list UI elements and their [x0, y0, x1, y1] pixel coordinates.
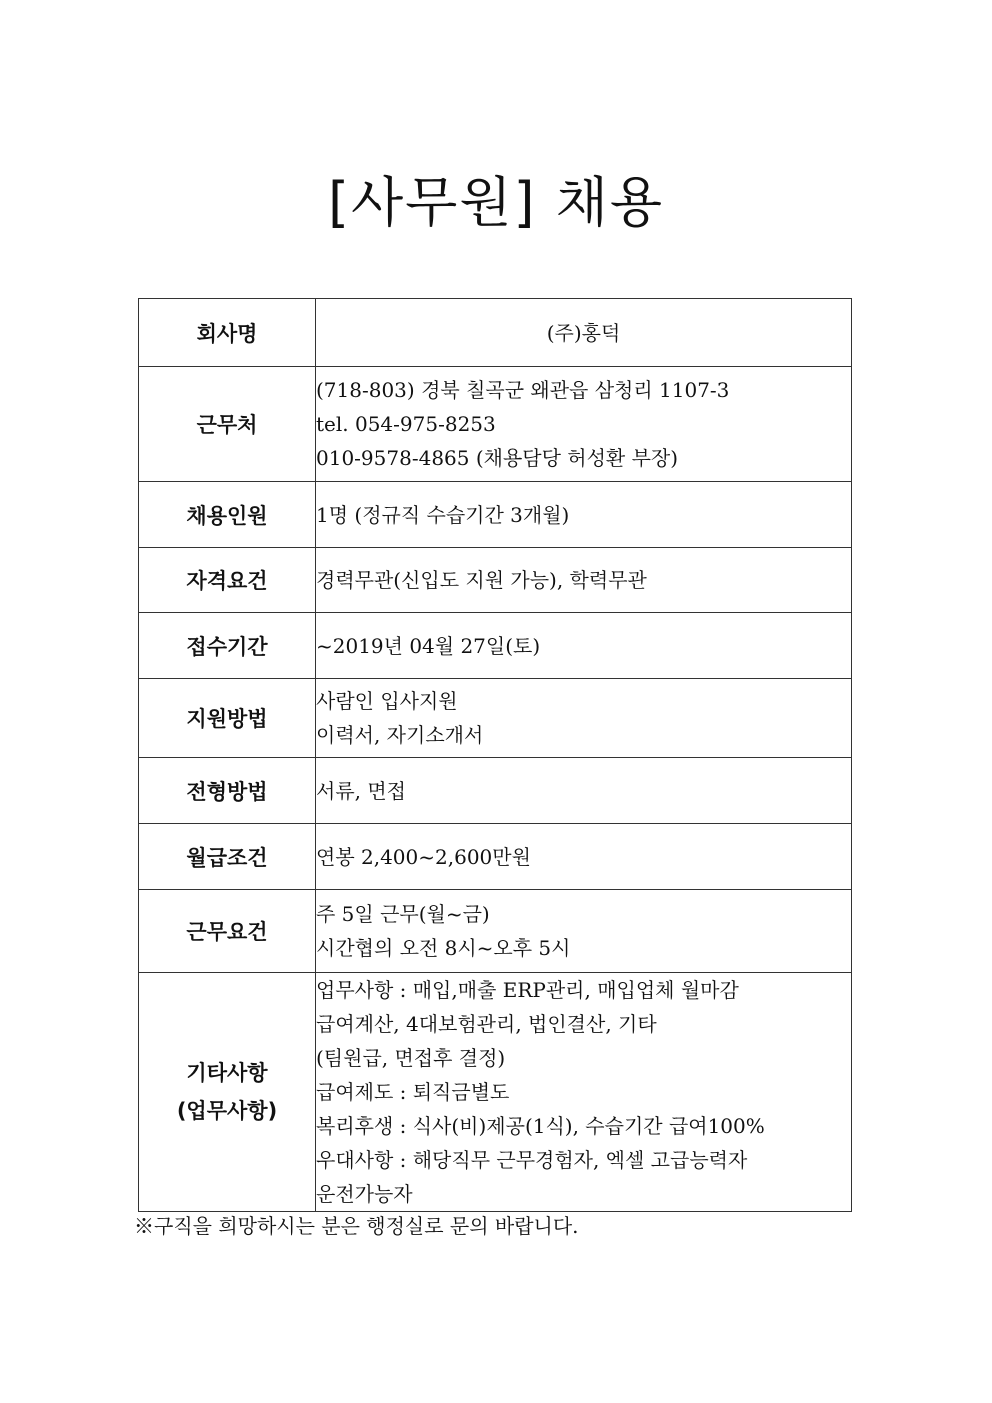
table-row	[139, 367, 852, 482]
other-line: 운전가능자	[316, 1182, 413, 1206]
table-row	[139, 758, 852, 824]
qualification-text: 경력무관(신입도 지원 가능), 학력무관	[316, 568, 647, 592]
row-label-qualification: 자격요건	[139, 548, 316, 613]
row-value-other	[316, 973, 852, 1212]
period-text: ~2019년 04월 27일(토)	[316, 633, 541, 658]
salary-text: 연봉 2,400~2,600만원	[316, 844, 531, 869]
table-row	[139, 548, 852, 613]
apply-method-line: 사람인 입사지원	[316, 689, 458, 713]
work-conditions-line: 시간협의 오전 8시~오후 5시	[316, 936, 571, 960]
row-label-company: 회사명	[139, 299, 316, 367]
workplace-tel: tel. 054-975-8253	[316, 412, 496, 436]
apply-method-line: 이력서, 자기소개서	[316, 723, 484, 747]
page-title: [사무원] 채용	[327, 171, 665, 234]
row-label-apply-method: 지원방법	[139, 679, 316, 758]
row-value-selection	[316, 758, 852, 824]
footer-note: ※구직을 희망하시는 분은 행정실로 문의 바랍니다.	[134, 1214, 579, 1238]
table-row	[139, 482, 852, 548]
table-row	[139, 299, 852, 367]
row-value-headcount	[316, 482, 852, 548]
row-label-salary: 월급조건	[139, 824, 316, 890]
other-label-line: 기타사항	[186, 1061, 268, 1085]
row-value-workplace	[316, 367, 852, 482]
company-name: (주)홍덕	[546, 320, 621, 345]
other-line: 급여제도 : 퇴직금별도	[316, 1080, 510, 1104]
row-label-headcount: 채용인원	[139, 482, 316, 548]
table-row	[139, 613, 852, 679]
selection-text: 서류, 면접	[316, 778, 406, 803]
row-value-salary	[316, 824, 852, 890]
table-row	[139, 890, 852, 973]
other-line: (팀원급, 면접후 결정)	[316, 1046, 506, 1070]
other-label-line: (업무사항)	[176, 1099, 278, 1123]
row-value-qualification	[316, 548, 852, 613]
row-label-work-conditions: 근무요건	[139, 890, 316, 973]
row-label-selection: 전형방법	[139, 758, 316, 824]
row-value-period	[316, 613, 852, 679]
row-value-company	[316, 299, 852, 367]
row-value-apply-method	[316, 679, 852, 758]
work-conditions-line: 주 5일 근무(월~금)	[316, 902, 490, 926]
other-line: 복리후생 : 식사(비)제공(1식), 수습기간 급여100%	[316, 1114, 765, 1138]
table-row	[139, 973, 852, 1212]
headcount-text: 1명 (정규직 수습기간 3개월)	[316, 502, 570, 527]
other-line: 급여계산, 4대보험관리, 법인결산, 기타	[316, 1012, 657, 1036]
job-info-table	[138, 298, 852, 1212]
table-row	[139, 824, 852, 890]
row-value-work-conditions	[316, 890, 852, 973]
row-label-workplace: 근무처	[139, 367, 316, 482]
workplace-address: (718-803) 경북 칠곡군 왜관읍 삼청리 1107-3	[316, 378, 730, 402]
workplace-contact: 010-9578-4865 (채용담당 허성환 부장)	[316, 446, 679, 470]
row-label-other	[139, 973, 316, 1212]
row-label-period: 접수기간	[139, 613, 316, 679]
other-line: 업무사항 : 매입,매출 ERP관리, 매입업체 월마감	[316, 978, 739, 1002]
table-row	[139, 679, 852, 758]
other-line: 우대사항 : 해당직무 근무경험자, 엑셀 고급능력자	[316, 1148, 748, 1172]
